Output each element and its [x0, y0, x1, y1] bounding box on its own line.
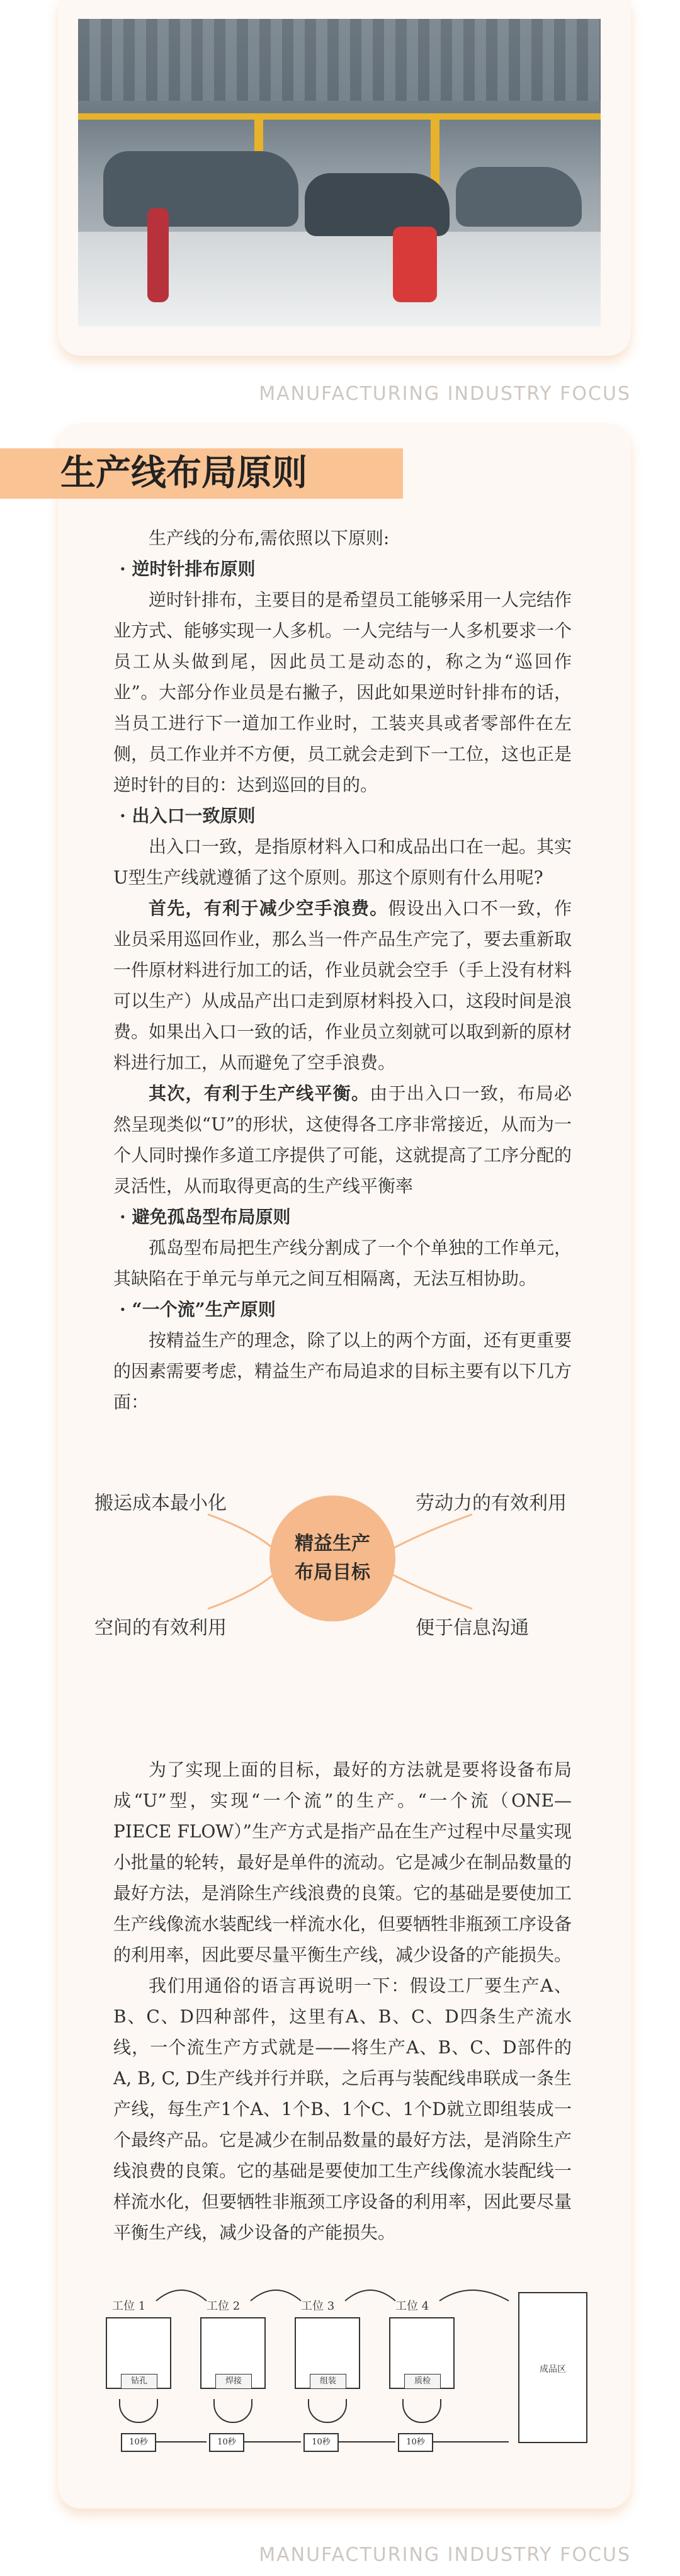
time-box-4: 10秒 — [398, 2433, 433, 2452]
station-2-label: 工位 2 — [207, 2300, 241, 2313]
section-caption-top: MANUFACTURING INDUSTRY FOCUS — [259, 383, 631, 405]
paragraph-explanation: 我们用通俗的语言再说明一下：假设工厂要生产A、B、C、D四种部件，这里有A、B、C、D四条生产流水线，一个流生产方式就是——将生产A、B、C、D部件的A, B, C, D生产线并行并联，之后再与装配线串联成一条生产线，每生产1个A、1个B、1个C、1个D就立即组装成一个最终产品。它是减少在制品数量的最好方法，是消除生产线浪费的良策。它的基础是要使加工生产线像流水装配线一样流水化，但要牺牲非瓶颈工序设备的利用率，因此要尽量平衡生产线，减少设备的产能损失。 — [113, 1975, 572, 2243]
section-caption-bottom: MANUFACTURING INDUSTRY FOCUS — [259, 2544, 631, 2566]
time-box-2: 10秒 — [209, 2433, 244, 2452]
goal-transport-cost: 搬运成本最小化 — [94, 1492, 227, 1514]
center-line-2: 布局目标 — [295, 1562, 370, 1584]
station-2-machine — [200, 2317, 266, 2389]
paragraph-one-piece-flow: 按精益生产的理念，除了以上的两个方面，还有更重要的因素需要考虑，精益生产布局追求的目标主要有以下几方面： — [113, 1330, 572, 1412]
one-piece-flow-diagram — [106, 2279, 603, 2468]
goal-communication: 便于信息沟通 — [416, 1617, 529, 1639]
machine-label: 质检 — [404, 2374, 441, 2389]
station-4-label: 工位 4 — [395, 2300, 429, 2313]
goal-labor-use: 劳动力的有效利用 — [416, 1492, 567, 1514]
station-4-machine — [389, 2317, 455, 2389]
paragraph-counterclockwise: 逆时针排布，主要目的是希望员工能够采用一人完结作业方式、能够实现一人多机。一人完结与一人多机要求一个员工从头做到尾，因此员工是动态的，称之为“巡回作业”。大部分作业员是右撇子，因此如果逆时针排布的话，当员工进行下一道加工作业时，工装夹具或者零部件在左侧，员工作业并不方便，员工就会走到下一工位，这也正是逆时针的目的：达到巡回的目的。 — [113, 589, 572, 795]
station-1-label: 工位 1 — [112, 2300, 146, 2313]
machine-label: 焊接 — [215, 2374, 252, 2389]
factory-photo — [78, 19, 601, 326]
heading-counterclockwise: · 逆时针排布原则 — [120, 559, 256, 579]
time-box-3: 10秒 — [303, 2433, 339, 2452]
lean-goals-diagram — [94, 1455, 586, 1669]
machine-label: 钻孔 — [121, 2374, 157, 2389]
article-body-1 — [113, 523, 572, 1417]
goal-space-use: 空间的有效利用 — [94, 1617, 227, 1639]
heading-entry-exit: · 出入口一致原则 — [120, 805, 256, 826]
heading-island: · 避免孤岛型布局原则 — [120, 1206, 291, 1227]
intro-text: 生产线的分布,需依照以下原则: — [149, 528, 390, 548]
machine-label: 组装 — [310, 2374, 346, 2389]
station-1-machine — [106, 2317, 171, 2389]
section-title: 生产线布局原则 — [60, 453, 307, 494]
paragraph-second: 其次，有利于生产线平衡。由于出入口一致，布局必然呈现类似“U”的形状，这使得各工序非常接近，从而为一个人同时操作多道工序提供了可能，这就提高了工序分配的灵活性，从而取得更高的生产线平衡率 — [113, 1083, 572, 1196]
paragraph-island: 孤岛型布局把生产线分割成了一个个单独的工作单元，其缺陷在于单元与单元之间互相隔离，无法互相协助。 — [113, 1237, 572, 1289]
heading-one-piece-flow: · “一个流”生产原则 — [120, 1299, 276, 1320]
paragraph-entry-exit: 出入口一致，是指原材料入口和成品出口在一起。其实U型生产线就遵循了这个原则。那这个原则有什么用呢? — [113, 836, 572, 888]
article-body-2 — [113, 1754, 572, 2248]
paragraph-u-shape: 为了实现上面的目标，最好的方法就是要将设备布局成“U”型，实现“一个流”的生产。“一个流（ONE—PIECE FLOW）”生产方式是指产品在生产过程中尽量实现小批量的轮转，最好是单件的流动。它是减少在制品数量的最好方法，是消除生产线浪费的良策。它的基础是要使加工生产线像流水装配线一样流水化，但要牺牲非瓶颈工序设备的利用率，因此要尽量平衡生产线，减少设备的产能损失。 — [113, 1759, 572, 1965]
finished-goods-area: 成品区 — [518, 2292, 587, 2443]
station-3-machine — [295, 2317, 360, 2389]
station-3-label: 工位 3 — [301, 2300, 335, 2313]
goals-center-circle — [269, 1495, 395, 1621]
center-line-1: 精益生产 — [295, 1533, 370, 1555]
time-box-1: 10秒 — [121, 2433, 156, 2452]
paragraph-first: 首先，有利于减少空手浪费。假设出入口不一致，作业员采用巡回作业，那么当一件产品生产完了，要去重新取一件原材料进行加工的话，作业员就会空手（手上没有材料可以生产）从成品产出口走到原材料投入口，这段时间是浪费。如果出入口一致的话，作业员立刻就可以取到新的原材料进行加工，从而避免了空手浪费。 — [113, 898, 572, 1073]
